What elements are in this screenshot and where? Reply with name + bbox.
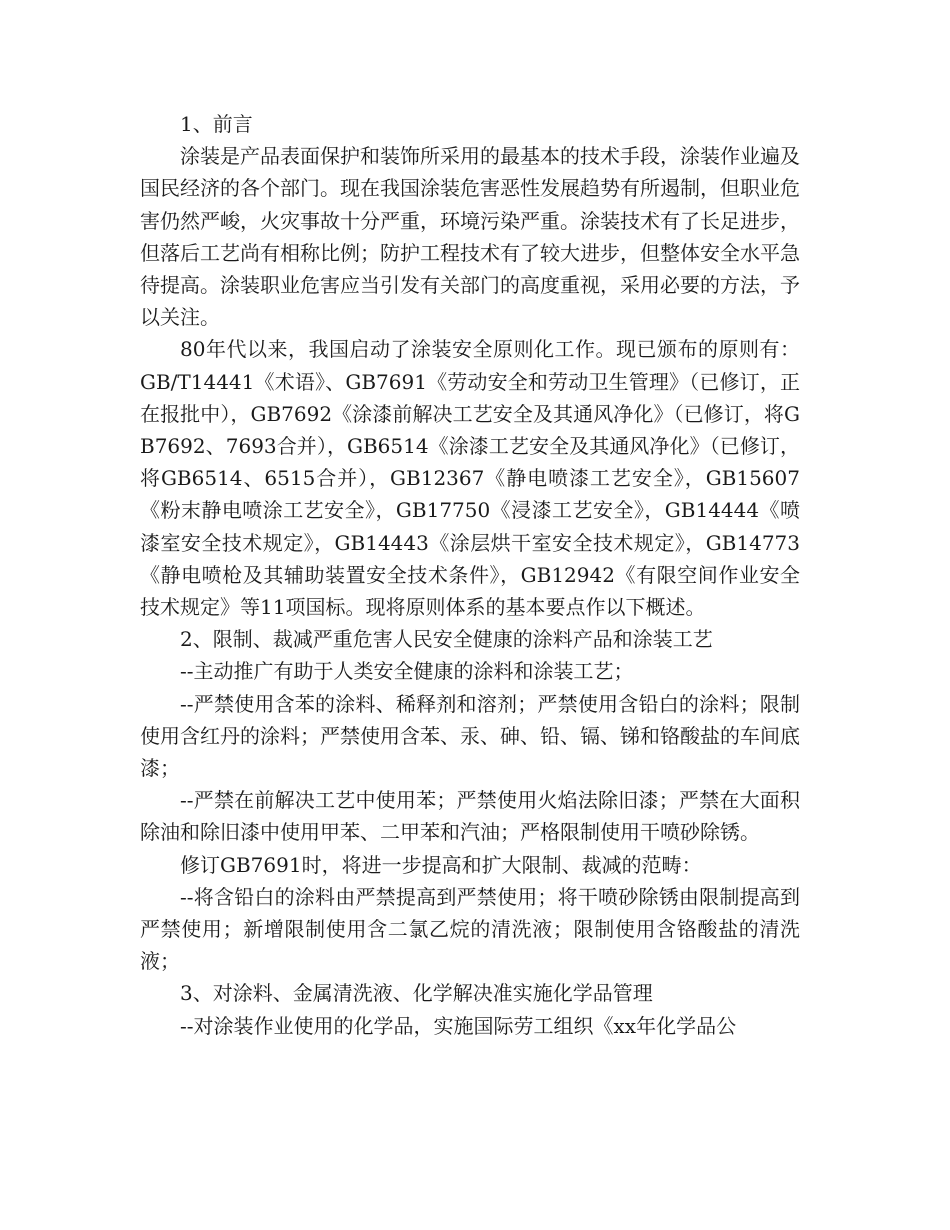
heading-section-2: 2、限制、裁减严重危害人民安全健康的涂料产品和涂装工艺 [180, 627, 713, 652]
list-item: --严禁在前解决工艺中使用苯；严禁使用火焰法除旧漆；严禁在大面积除油和除旧漆中使用甲苯、二甲苯和汽油；严格限制使用干喷砂除锈。 [140, 788, 800, 845]
list-item: --严禁使用含苯的涂料、稀释剂和溶剂；严禁使用含铅白的涂料；限制使用含红丹的涂料；严禁使用含苯、汞、砷、铅、镉、锑和铬酸盐的车间底漆； [140, 691, 800, 781]
list-item: --主动推广有助于人类安全健康的涂料和涂装工艺； [180, 659, 634, 684]
list-item: --将含铅白的涂料由严禁提高到严禁使用；将干喷砂除锈由限制提高到严禁使用；新增限制使用含二氯乙烷的清洗液；限制使用含铬酸盐的清洗液； [140, 884, 800, 974]
paragraph-standards: 80年代以来，我国启动了涂装安全原则化工作。现已颁布的原则有：GB/T14441《术语》、GB7691《劳动安全和劳动卫生管理》（已修订，正在报批中），GB7692《涂漆前解决工艺安全及其通风净化》（已修订，将GB7692、7693合并），GB6514《涂漆工艺安全及其通风净化》（已修订，将GB6514、6515合并），GB12367《静电喷漆工艺安全》，GB15607《粉末静电喷涂工艺安全》，GB17750《浸漆工艺安全》，GB14444《喷漆室安全技术规定》，GB14443《涂层烘干室安全技术规定》，GB14773《静电喷枪及其辅助装置安全技术条件》，GB12942《有限空间作业安全技术规定》等11项国标。现将原则体系的基本要点作以下概述。 [140, 337, 800, 620]
document-body [140, 108, 800, 1042]
paragraph-revision: 修订GB7691时，将进一步提高和扩大限制、裁减的范畴： [180, 852, 702, 877]
paragraph-intro: 涂装是产品表面保护和装饰所采用的最基本的技术手段，涂装作业遍及国民经济的各个部门。现在我国涂装危害恶性发展趋势有所遏制，但职业危害仍然严峻，火灾事故十分严重，环境污染严重。涂装技术有了长足进步，但落后工艺尚有相称比例；防护工程技术有了较大进步，但整体安全水平急待提高。涂装职业危害应当引发有关部门的高度重视，采用必要的方法，予以关注。 [140, 144, 800, 330]
heading-section-3: 3、对涂料、金属清洗液、化学解决准实施化学品管理 [180, 981, 653, 1006]
heading-preface: 1、前言 [180, 112, 253, 136]
list-item: --对涂装作业使用的化学品，实施国际劳工组织《xx年化学品公 [180, 1013, 737, 1038]
